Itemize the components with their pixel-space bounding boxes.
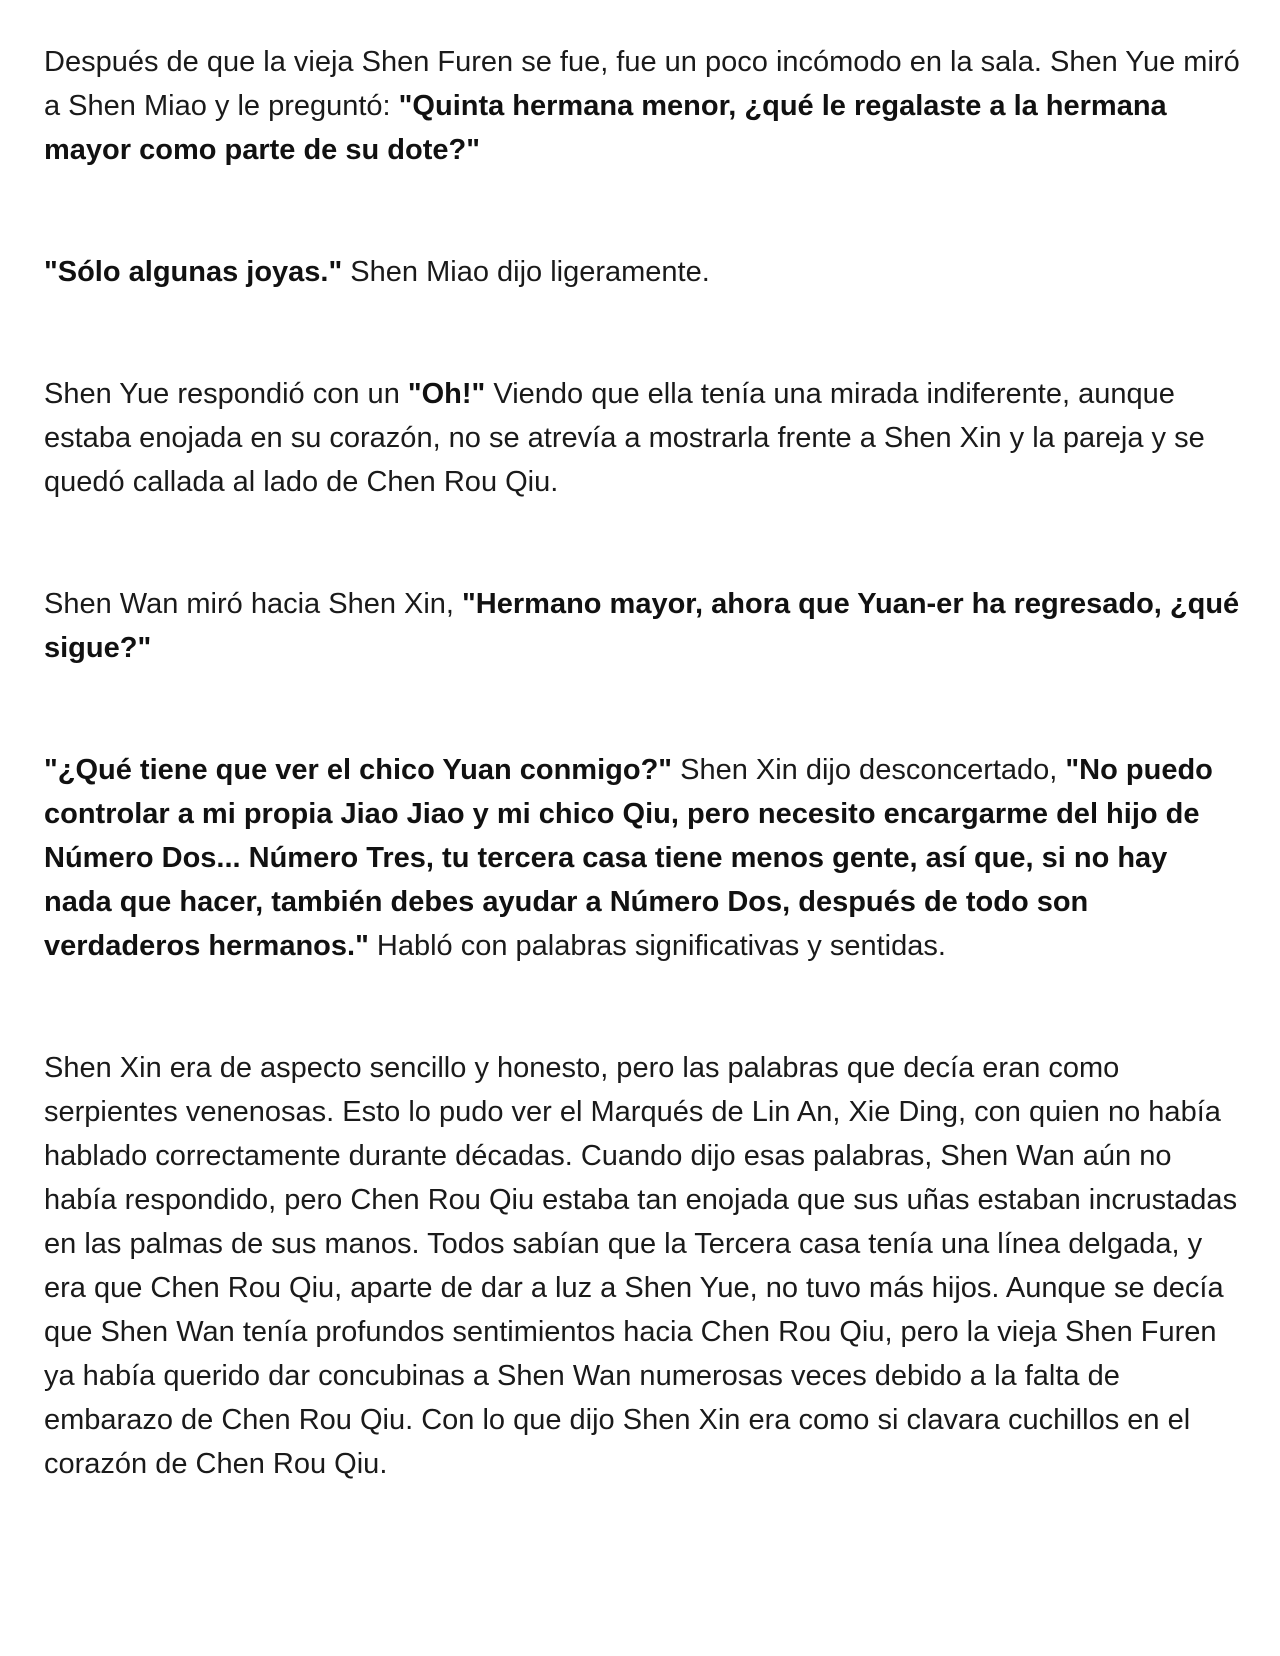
text-segment: Shen Xin era de aspecto sencillo y honesto, pero las palabras que decía eran como serpientes venenosas. Esto lo pudo ver el Marqués de Lin An, Xie Ding, con quien no había hablado correctamente durante décadas. Cuando dijo esas palabras, Shen Wan aún no había respondido, pero Chen Rou Qiu estaba tan enojada que sus uñas estaban incrustadas en las palmas de sus manos. Todos sabían que la Tercera casa tenía una línea delgada, y era que Chen Rou Qiu, aparte de dar a luz a Shen Yue, no tuvo más hijos. Aunque se decía que Shen Wan tenía profundos sentimientos hacia Chen Rou Qiu, pero la vieja Shen Furen ya había querido dar concubinas a Shen Wan numerosas veces debido a la falta de embarazo de Chen Rou Qiu. Con lo que dijo Shen Xin era como si clavara cuchillos en el corazón de Chen Rou Qiu. bbox=[44, 1052, 1238, 1480]
dialogue-segment: "¿Qué tiene que ver el chico Yuan conmigo?" bbox=[44, 754, 673, 786]
dialogue-segment: "Oh!" bbox=[407, 378, 486, 410]
text-segment: Shen Yue respondió con un bbox=[44, 378, 408, 410]
paragraph-2 bbox=[44, 250, 1240, 294]
paragraph-4 bbox=[44, 582, 1240, 670]
paragraph-6 bbox=[44, 1046, 1240, 1486]
text-segment: Shen Wan miró hacia Shen Xin, bbox=[44, 588, 463, 620]
paragraph-3 bbox=[44, 372, 1240, 504]
dialogue-segment: "Quinta hermana menor, ¿qué le regalaste a la hermana mayor como parte de su dote?" bbox=[44, 90, 1167, 166]
dialogue-segment: "Sólo algunas joyas." bbox=[44, 256, 343, 288]
dialogue-segment: "No puedo controlar a mi propia Jiao Jiao y mi chico Qiu, pero necesito encargarme del hijo de Número Dos... Número Tres, tu tercera casa tiene menos gente, así que, si no hay nada que hacer, también debes ayudar a Número Dos, después de todo son verdaderos hermanos." bbox=[44, 754, 1213, 962]
text-segment: Shen Miao dijo ligeramente. bbox=[342, 256, 710, 288]
document-page bbox=[44, 40, 1240, 1486]
text-segment: Shen Xin dijo desconcertado, bbox=[672, 754, 1066, 786]
text-segment: Viendo que ella tenía una mirada indiferente, aunque estaba enojada en su corazón, no se atrevía a mostrarla frente a Shen Xin y la pareja y se quedó callada al lado de Chen Rou Qiu. bbox=[44, 378, 1205, 498]
paragraph-1 bbox=[44, 40, 1240, 172]
dialogue-segment: "Hermano mayor, ahora que Yuan-er ha regresado, ¿qué sigue?" bbox=[44, 588, 1240, 664]
paragraph-5 bbox=[44, 748, 1240, 968]
text-segment: Después de que la vieja Shen Furen se fue, fue un poco incómodo en la sala. Shen Yue miró a Shen Miao y le preguntó: bbox=[44, 46, 1240, 122]
text-segment: Habló con palabras significativas y sentidas. bbox=[368, 930, 946, 962]
